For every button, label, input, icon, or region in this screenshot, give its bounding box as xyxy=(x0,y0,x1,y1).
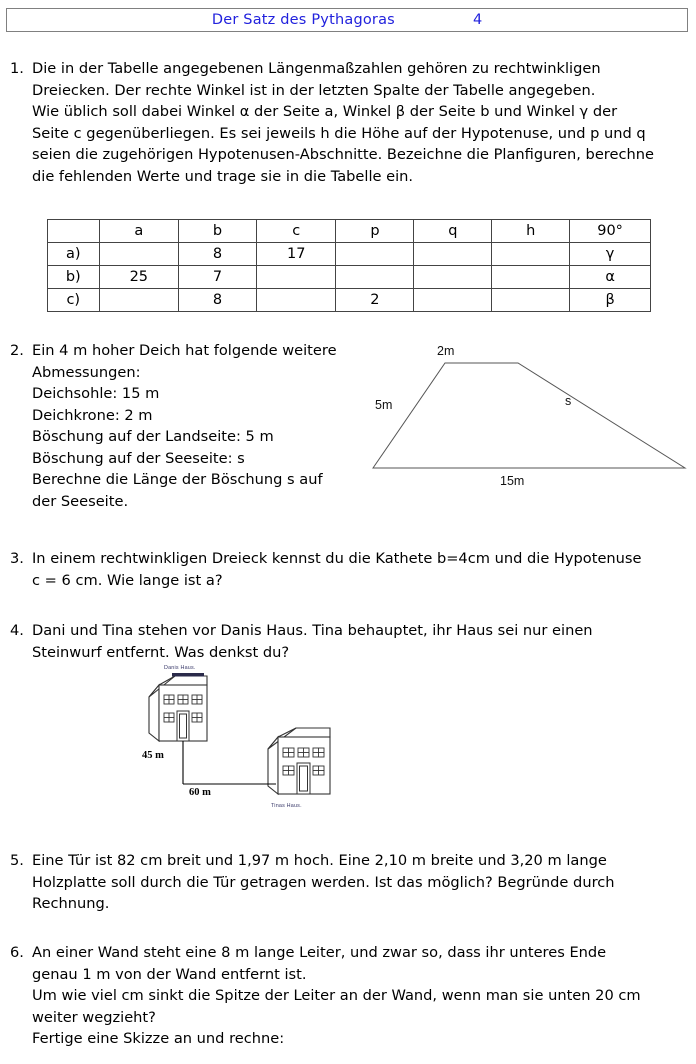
table-header-cell-h: h xyxy=(492,220,570,243)
tina-house-door xyxy=(297,763,310,794)
exercise-6-line-5: Fertige eine Skizze an und rechne: xyxy=(32,1030,285,1047)
table-header-cell-c: c xyxy=(256,220,336,243)
exercise-3-line-1: In einem rechtwinkligen Dreieck kennst du die Kathete b=4cm und die Hypotenuse xyxy=(32,550,642,567)
table-row xyxy=(48,289,651,312)
exercise-5-line-3: Rechnung. xyxy=(32,895,110,912)
exercise-1 xyxy=(10,58,670,187)
exercise-1-body xyxy=(32,58,670,187)
exercise-1-line-2: Dreiecken. Der rechte Winkel ist in der letzten Spalte der Tabelle angegeben. xyxy=(32,81,596,99)
table-cell-row-b-label: b) xyxy=(48,266,100,289)
table-cell-row-b-b[interactable]: 7 xyxy=(179,266,257,289)
dike-trapezoid-shape xyxy=(373,363,685,468)
exercise-1-line-4: Seite c gegenüberliegen. Es sei jeweils h die Höhe auf der Hypotenuse, und p und q xyxy=(32,124,646,142)
exercise-6-line-2: genau 1 m von der Wand entfernt ist. xyxy=(32,965,307,983)
table-header-cell-q: q xyxy=(414,220,492,243)
exercise-2-line-8: der Seeseite. xyxy=(32,492,129,510)
exercise-3-number: 3. xyxy=(10,550,24,567)
exercise-2 xyxy=(10,340,370,512)
dike-diagram xyxy=(368,336,693,496)
exercise-6-line-4: weiter wegzieht? xyxy=(32,1008,156,1026)
table-header-cell-0 xyxy=(48,220,100,243)
table-cell-row-c-p[interactable]: 2 xyxy=(336,289,414,312)
table-cell-row-c-b[interactable]: 8 xyxy=(179,289,257,312)
table-cell-row-a-a[interactable] xyxy=(99,243,179,266)
table-cell-row-b-p[interactable] xyxy=(336,266,414,289)
page-header-inner xyxy=(7,9,687,31)
exercise-5-line-2: Holzplatte soll durch die Tür getragen werden. Ist das möglich? Begründe durch xyxy=(32,873,615,891)
table-header-cell-a: a xyxy=(99,220,179,243)
table-cell-row-b-h[interactable] xyxy=(492,266,570,289)
exercise-2-line-2: Abmessungen: xyxy=(32,363,141,381)
distance-label-vertical: 45 m xyxy=(142,750,164,761)
table-cell-row-b-a[interactable]: 25 xyxy=(99,266,179,289)
exercise-4-line-2: Steinwurf entfernt. Was denkst du? xyxy=(32,643,290,661)
table-header-row xyxy=(48,220,651,243)
exercise-3-line-2: c = 6 cm. Wie lange ist a? xyxy=(32,571,223,589)
exercise-2-line-1: Ein 4 m hoher Deich hat folgende weitere xyxy=(32,342,337,359)
exercise-1-number: 1. xyxy=(10,60,24,77)
exercise-3-body xyxy=(32,548,680,591)
table-header-cell-b: b xyxy=(179,220,257,243)
dani-house-ridge xyxy=(172,673,204,677)
table-cell-row-c-h[interactable] xyxy=(492,289,570,312)
page-number: 4 xyxy=(472,12,483,28)
pythagoras-table xyxy=(47,219,651,312)
dike-svg xyxy=(368,336,693,496)
table-cell-row-b-q[interactable] xyxy=(414,266,492,289)
exercise-2-body xyxy=(32,340,370,512)
exercise-4-body xyxy=(32,620,680,663)
houses-diagram xyxy=(130,663,370,825)
table-cell-row-a-p[interactable] xyxy=(336,243,414,266)
exercise-6-number: 6. xyxy=(10,944,24,961)
tina-house-caption: Tinas Haus. xyxy=(271,803,302,809)
dani-house-caption: Danis Haus. xyxy=(164,665,196,671)
exercise-5-number: 5. xyxy=(10,852,24,869)
dike-label-base: 15m xyxy=(500,474,525,488)
table-cell-row-a-b[interactable]: 8 xyxy=(179,243,257,266)
dani-house-door xyxy=(177,711,189,741)
table-cell-row-a-h[interactable] xyxy=(492,243,570,266)
exercise-1-line-1: Die in der Tabelle angegebenen Längenmaßzahlen gehören zu rechtwinkligen xyxy=(32,60,601,77)
exercise-1-line-6: die fehlenden Werte und trage sie in die Tabelle ein. xyxy=(32,167,414,185)
exercise-2-line-4: Deichkrone: 2 m xyxy=(32,406,153,424)
table-cell-row-c-angle: β xyxy=(570,289,651,312)
table-row xyxy=(48,266,651,289)
table-cell-row-a-c[interactable]: 17 xyxy=(256,243,336,266)
table-row xyxy=(48,243,651,266)
dike-label-sea-slope: s xyxy=(565,394,572,408)
exercise-6-line-3: Um wie viel cm sinkt die Spitze der Leiter an der Wand, wenn man sie unten 20 cm xyxy=(32,987,641,1004)
table-cell-row-b-c[interactable] xyxy=(256,266,336,289)
exercise-6-line-1: An einer Wand steht eine 8 m lange Leiter, und zwar so, dass ihr unteres Ende xyxy=(32,944,607,961)
table-cell-row-a-q[interactable] xyxy=(414,243,492,266)
exercise-5-line-1: Eine Tür ist 82 cm breit und 1,97 m hoch. Eine 2,10 m breite und 3,20 m lange xyxy=(32,852,607,869)
distance-label-horizontal: 60 m xyxy=(189,787,211,798)
exercise-2-line-5: Böschung auf der Landseite: 5 m xyxy=(32,428,274,445)
table-cell-row-c-q[interactable] xyxy=(414,289,492,312)
dike-label-crown: 2m xyxy=(437,344,455,358)
table-cell-row-a-angle: γ xyxy=(570,243,651,266)
table-header-cell-p: p xyxy=(336,220,414,243)
exercise-1-line-3: Wie üblich soll dabei Winkel α der Seite a, Winkel β der Seite b und Winkel γ der xyxy=(32,103,618,120)
houses-svg xyxy=(130,663,370,825)
exercise-6-body xyxy=(32,942,690,1050)
dike-label-land-slope: 5m xyxy=(375,398,393,412)
table-cell-row-b-angle: α xyxy=(570,266,651,289)
exercise-2-number: 2. xyxy=(10,342,24,359)
table-cell-row-c-label: c) xyxy=(48,289,100,312)
exercise-1-line-5: seien die zugehörigen Hypotenusen-Abschnitte. Bezeichne die Planfiguren, berechne xyxy=(32,146,654,163)
table-cell-row-a-label: a) xyxy=(48,243,100,266)
table-cell-row-c-a[interactable] xyxy=(99,289,179,312)
exercise-2-line-3: Deichsohle: 15 m xyxy=(32,385,160,402)
exercise-2-line-6: Böschung auf der Seeseite: s xyxy=(32,449,245,467)
exercise-3 xyxy=(10,548,680,591)
exercise-4-number: 4. xyxy=(10,622,24,639)
table-cell-row-c-c[interactable] xyxy=(256,289,336,312)
exercise-4-line-1: Dani und Tina stehen vor Danis Haus. Tina behauptet, ihr Haus sei nur einen xyxy=(32,622,593,639)
exercise-5 xyxy=(10,850,680,915)
exercise-6 xyxy=(10,942,690,1050)
table-header-cell-right-angle: 90° xyxy=(570,220,651,243)
exercise-2-line-7: Berechne die Länge der Böschung s auf xyxy=(32,471,323,488)
exercise-4 xyxy=(10,620,680,663)
page-header-box xyxy=(6,8,688,32)
exercise-5-body xyxy=(32,850,680,915)
page-title: Der Satz des Pythagoras xyxy=(211,12,395,28)
